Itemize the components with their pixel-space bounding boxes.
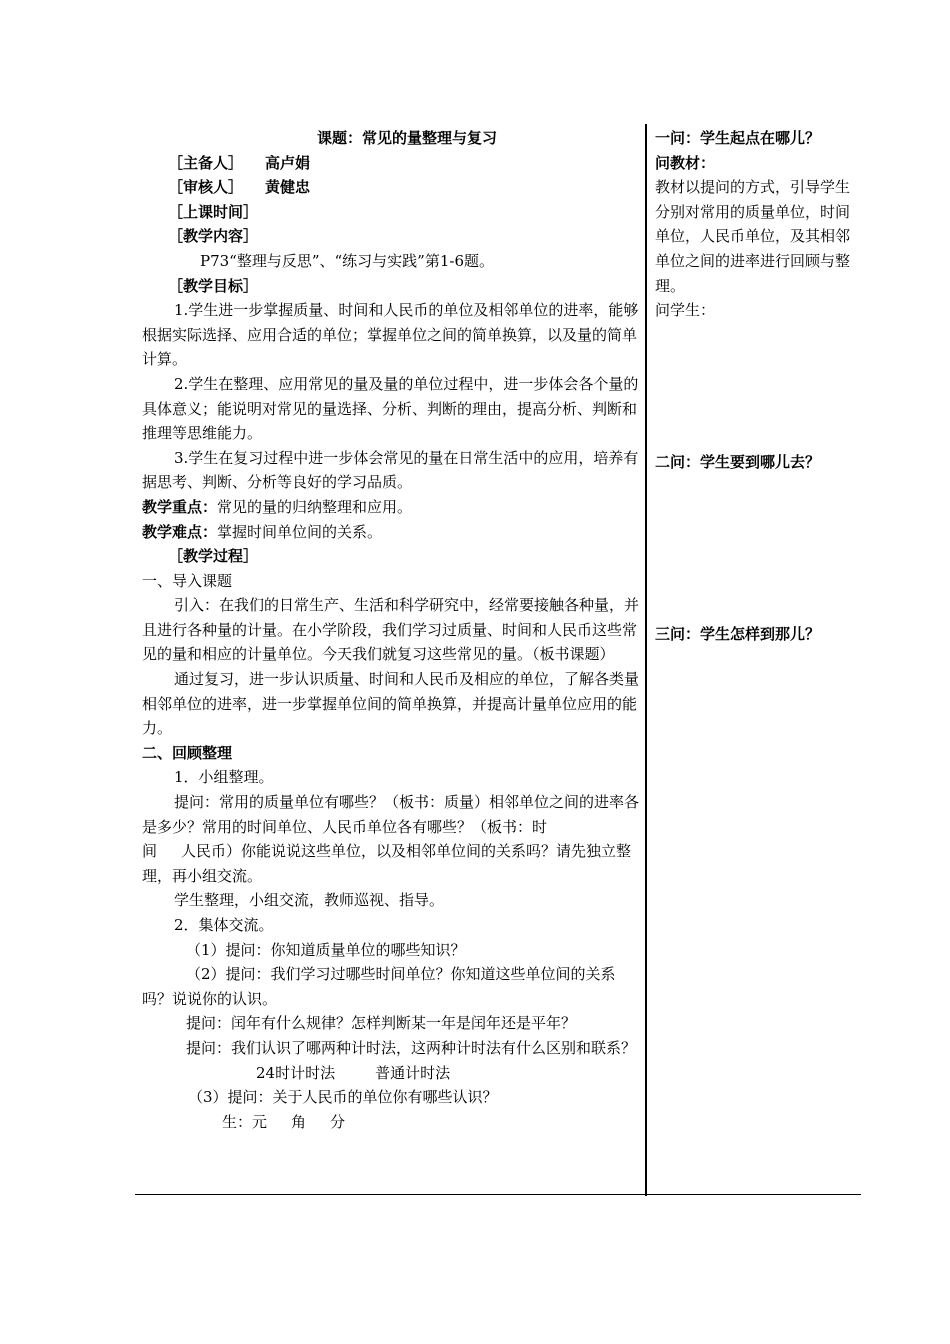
process-label: ［教学过程］ — [168, 547, 259, 566]
reviewer-name: 黄健忠 — [265, 178, 311, 197]
method-12h: 普通计时法 — [375, 1063, 451, 1082]
answer-yuan: 生：元 — [222, 1112, 268, 1131]
content-label: ［教学内容］ — [168, 227, 259, 246]
answer-jiao: 角 — [291, 1112, 307, 1131]
bottom-rule — [135, 1194, 861, 1195]
difficulty-text: 掌握时间单位间的关系。 — [217, 522, 383, 541]
goal-2: 2.学生在整理、应用常见的量及量的单位过程中，进一步体会各个量的具体意义；能说明对常见的量选择、分析、判断的理由，提高分析、判断和推理等思维能力。 — [142, 374, 639, 443]
question-timekeeping: 提问：我们认识了哪两种计时法，这两种计时法有什么区别和联系？ — [186, 1038, 637, 1057]
section-1-summary: 通过复习，进一步认识质量、时间和人民币及相应的单位，了解各类量相邻单位的进率，进一步掌握单位间的简单换算，并提高计量单位应用的能力。 — [142, 670, 640, 738]
key-point-text: 常见的量的归纳整理和应用。 — [217, 497, 413, 516]
side-ask-students: 问学生： — [655, 301, 716, 320]
question-units — [142, 790, 642, 888]
column-divider — [645, 124, 647, 1196]
preparer-name: 高卢娟 — [265, 153, 311, 172]
side-question-3: 三问：学生怎样到那儿？ — [655, 625, 821, 643]
lesson-main-column — [142, 126, 642, 1134]
section-2-heading: 二、回顾整理 — [142, 743, 233, 762]
question-units-b-rest: 人民币）你能说说这些单位，以及相邻单位间的关系吗？请先独立整理，再小组交流。 — [142, 842, 632, 885]
reviewer-row — [142, 175, 642, 200]
question-rmb: （3）提问：关于人民币的单位你有哪些认识？ — [188, 1088, 498, 1107]
goals-label: ［教学目标］ — [168, 276, 259, 295]
content-text: P73“整理与反思”、“练习与实践”第1-6题。 — [200, 251, 495, 270]
side-question-1: 一问：学生起点在哪儿？ — [655, 129, 821, 147]
goal-3: 3.学生在复习过程中进一步体会常见的量在日常生活中的应用，培养有据思考、判断、分析等良好的学习品质。 — [142, 448, 639, 492]
side-ask-textbook: 问教材： — [655, 153, 716, 172]
step-class-exchange: 2．集体交流。 — [174, 916, 274, 934]
key-point-label: 教学重点： — [142, 497, 218, 516]
question-time-units: （2）提问：我们学习过哪些时间单位？你知道这些单位间的关系吗？说说你的认识。 — [142, 965, 616, 1008]
section-1-heading: 一、导入课题 — [142, 571, 233, 590]
class-time-label: ［上课时间］ — [168, 202, 259, 221]
reviewer-label: ［审核人］ — [168, 178, 244, 197]
difficulty — [142, 520, 642, 545]
student-answer — [142, 1110, 642, 1135]
timekeeping-methods — [142, 1061, 642, 1086]
preparer-label: ［主备人］ — [168, 153, 244, 172]
side-question-2: 二问：学生要到哪儿去？ — [655, 453, 821, 471]
preparer-row — [142, 151, 642, 176]
method-24h: 24时计时法 — [256, 1063, 336, 1082]
goal-1: 1.学生进一步掌握质量、时间和人民币的单位及相邻单位的进率，能够根据实际选择、应用合适的单位；掌握单位之间的简单换算，以及量的简单计算。 — [142, 301, 639, 369]
reflection-column — [655, 126, 855, 643]
step-group-organize: 1．小组整理。 — [174, 768, 274, 787]
lesson-title: 课题：常见的量整理与复习 — [316, 129, 497, 147]
question-units-a: 提问：常用的质量单位有哪些？（板书：质量）相邻单位之间的进率各是多少？常用的时间单位、人民币单位各有哪些？（板书：时 — [142, 793, 640, 836]
question-units-b-start: 间 — [142, 842, 158, 861]
answer-fen: 分 — [330, 1112, 346, 1131]
side-textbook-text: 教材以提问的方式，引导学生分别对常用的质量单位，时间单位，人民币单位，及其相邻单位之间的进率进行回顾与整理。 — [655, 178, 851, 295]
section-1-intro: 引入：在我们的日常生产、生活和科学研究中，经常要接触各种量，并且进行各种量的计量。在小学阶段，我们学习过质量、时间和人民币这些常见的量和相应的计量单位。今天我们就复习这些常见的量。（板书课题） — [142, 596, 640, 664]
difficulty-label: 教学难点： — [142, 522, 218, 541]
question-mass: （1）提问：你知道质量单位的哪些知识？ — [186, 940, 466, 959]
question-leap-year: 提问：闰年有什么规律？怎样判断某一年是闰年还是平年？ — [186, 1014, 577, 1033]
student-activity: 学生整理，小组交流，教师巡视、指导。 — [174, 891, 445, 910]
key-point — [142, 495, 642, 520]
